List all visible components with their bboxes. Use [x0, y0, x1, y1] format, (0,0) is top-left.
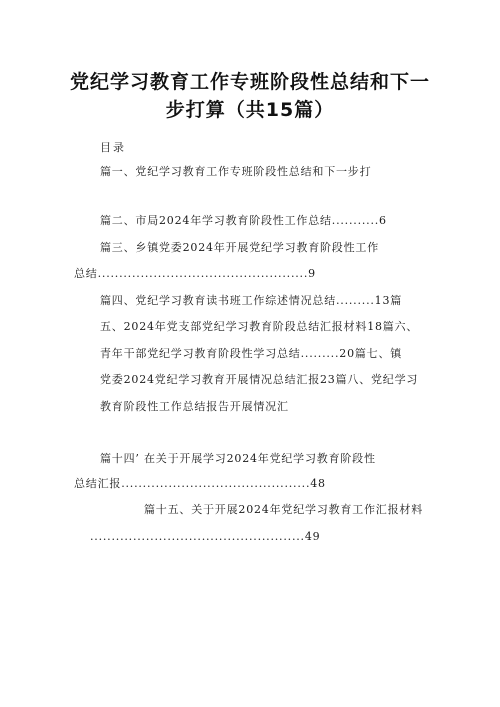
toc-line-4: 总结.................................................9	[74, 267, 316, 280]
toc-line-9: 教育阶段性工作总结报告开展情况汇	[100, 400, 289, 413]
toc-label: 目录	[100, 141, 126, 154]
document-title-line-1: 党纪学习教育工作专班阶段性总结和下一	[69, 71, 430, 93]
toc-line-1: 篇一、党纪学习教育工作专班阶段性总结和下一步打	[100, 165, 372, 178]
document-title-line-2: 步打算（共15篇）	[165, 99, 335, 121]
toc-line-6: 五、2024年党支部党纪学习教育阶段总结汇报材料18篇六、	[100, 320, 419, 333]
toc-line-2: 篇二、市局2024年学习教育阶段性工作总结...........6	[100, 214, 387, 227]
toc-line-11: 总结汇报............................................48	[74, 477, 326, 490]
toc-line-13: ..................................................49	[90, 530, 321, 543]
toc-line-12: 篇十五、关于开展2024年党纪学习教育工作汇报材料	[144, 503, 423, 516]
toc-line-8: 党委2024党纪学习教育开展情况总结汇报23篇八、党纪学习	[100, 373, 419, 386]
toc-line-7: 青年干部党纪学习教育阶段性学习总结.........20篇七、镇	[100, 347, 403, 360]
toc-line-3: 篇三、乡镇党委2024年开展党纪学习教育阶段性工作	[100, 241, 379, 254]
toc-line-10: 篇十四’ 在关于开展学习2024年党纪学习教育阶段性	[100, 452, 376, 465]
toc-line-5: 篇四、党纪学习教育读书班工作综述情况总结.........13篇	[100, 294, 403, 307]
